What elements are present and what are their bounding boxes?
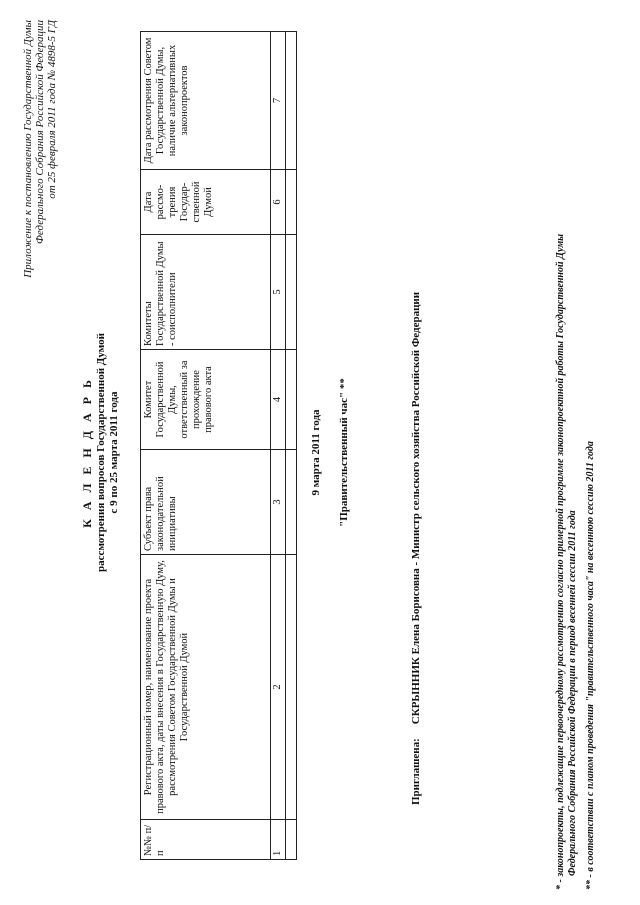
appendix-line-3: от 25 февраля 2011 года № 4898-5 ГД — [46, 20, 58, 199]
appendix-note — [22, 20, 58, 480]
number-col-1: 1 — [270, 820, 285, 860]
footnote-1-line-1: * - законопроекты, подлежащие первоочередному рассмотрению согласно примерной программе законопроектной работы Государственной Думы — [555, 233, 566, 890]
calendar-title: К А Л Е Н Д А Р Ь — [80, 377, 94, 528]
footnote-1-line-2: Федерального Собрания Российской Федерации в период весенней сессии 2011 года — [567, 510, 578, 876]
invited-label: Приглашена: — [410, 738, 422, 805]
footnotes — [555, 10, 597, 890]
number-col-2: 2 — [270, 555, 285, 820]
empty-cell — [285, 450, 296, 555]
empty-cell — [285, 235, 296, 350]
number-col-6: 6 — [270, 170, 285, 235]
calendar-period: с 9 по 25 марта 2011 года — [108, 391, 120, 514]
empty-cell — [285, 170, 296, 235]
header-col-6: Дата рассмо- трения Государ- ственной Думой — [141, 170, 271, 235]
header-col-4: Комитет Государственной Думы, ответственный за прохождение правового акта — [141, 350, 271, 450]
header-col-3: Субъект права законодательной инициативы — [141, 450, 271, 555]
empty-cell — [285, 350, 296, 450]
appendix-line-1: Приложение к постановлению Государственной Думы — [22, 20, 34, 278]
table-header-row — [141, 32, 271, 860]
number-col-7: 7 — [270, 32, 285, 170]
empty-cell — [285, 32, 296, 170]
header-col-5: Комитеты Государственной Думы - соисполнители — [141, 235, 271, 350]
appendix-line-2: Федерального Собрания Российской Федерации — [34, 20, 46, 244]
calendar-table — [140, 31, 297, 860]
session-date: 9 марта 2011 года — [310, 409, 322, 496]
table-number-row — [270, 32, 285, 860]
calendar-subtitle: рассмотрения вопросов Государственной Думой — [95, 333, 107, 572]
invited-person: СКРЫННИК Елена Борисовна - Министр сельского хозяйства Российской Федерации — [410, 291, 422, 725]
header-col-7: Дата рассмотрения Советом Государственной Думы, наличие альтернативных законопроектов — [141, 32, 271, 170]
invited-line — [410, 292, 422, 805]
header-col-2: Регистрационный номер, наименование проекта правового акта, даты внесения в Государственную Думу, рассмотрения Советом Государственной Думы и Государственной Думой — [141, 555, 271, 820]
number-col-5: 5 — [270, 235, 285, 350]
government-hour-title: "Правительственный час" ** — [338, 378, 350, 527]
empty-cell — [285, 555, 296, 820]
table-empty-row — [285, 32, 296, 860]
footnote-2: ** - в соответствии с планом проведения "правительственного часа" на весеннюю сессию 2011 года — [585, 441, 596, 890]
header-col-1: №№ п/п — [141, 820, 271, 860]
number-col-4: 4 — [270, 350, 285, 450]
empty-cell — [285, 820, 296, 860]
number-col-3: 3 — [270, 450, 285, 555]
